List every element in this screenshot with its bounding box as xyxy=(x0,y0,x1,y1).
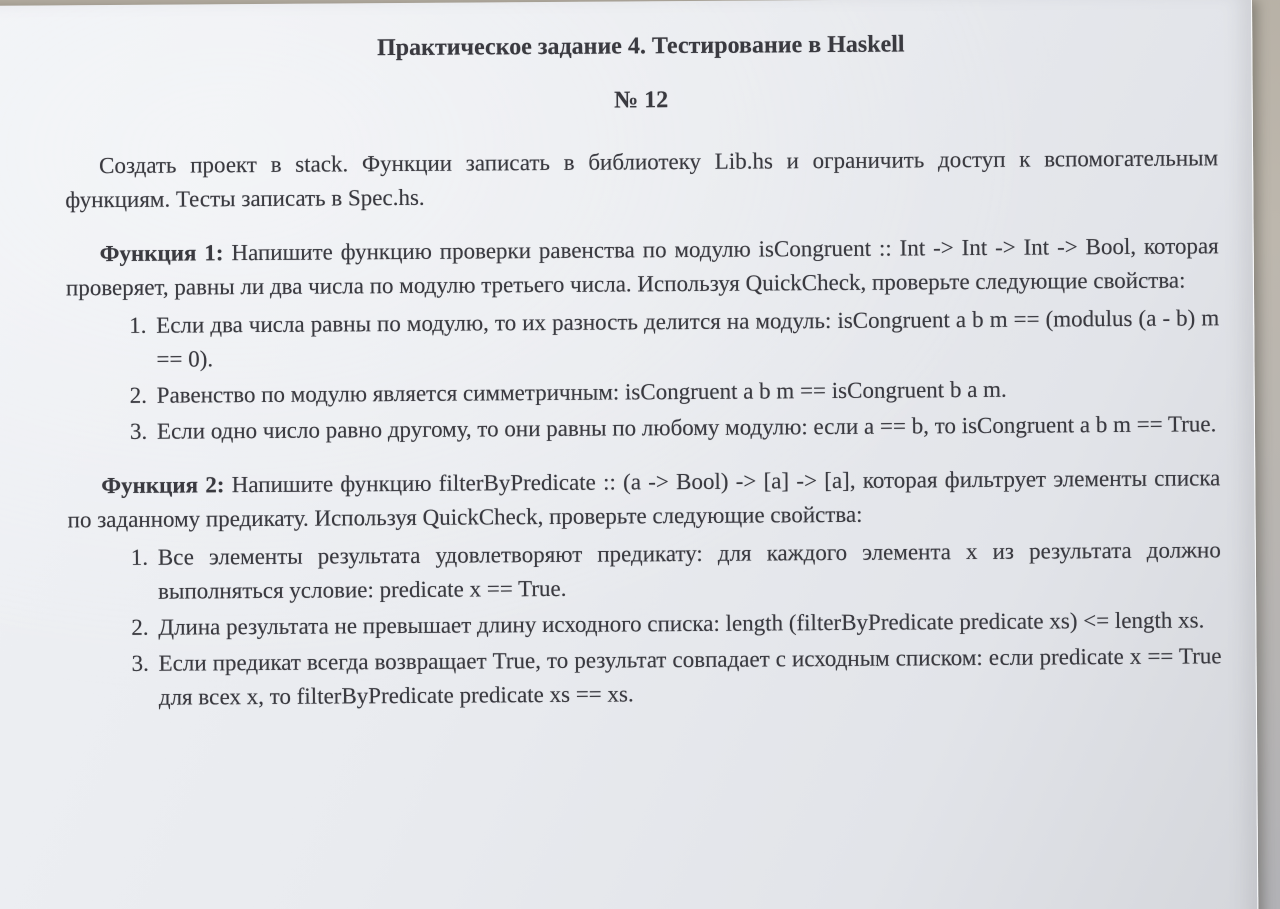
function-2-lead: Функция 2: xyxy=(101,472,225,499)
property-item: 3. Если одно число равно другому, то они равны по любому модулю: если a == b, то isCongruent a b m == True. xyxy=(153,407,1220,448)
property-item: 2. Длина результата не превышает длину исходного списка: length (filterByPredicate predicate xs) <= length xs. xyxy=(154,603,1221,644)
property-item: 1. Если два числа равны по модулю, то их разность делится на модуль: isCongruent a b m == (modulus (a - b) m == 0). xyxy=(152,301,1219,376)
property-item: 1. Все элементы результата удовлетворяют предикату: для каждого элемента x из результата должно выполняться условие: predicate x == True. xyxy=(154,533,1221,608)
intro-paragraph: Создать проект в stack. Функции записать в библиотеку Lib.hs и ограничить доступ к вспомогательным функциям. Тесты записать в Spec.hs. xyxy=(65,145,1219,213)
function-1-paragraph xyxy=(66,229,1219,305)
function-2-properties xyxy=(68,533,1222,715)
function-1-lead: Функция 1: xyxy=(99,240,224,267)
property-item: 3. Если предикат всегда возвращает True, то результат совпадает с исходным списком: если predicate x == True для всех x, то filterByPredicate predicate xs == xs. xyxy=(154,639,1221,714)
function-1-body: Напишите функцию проверки равенства по модулю isCongruent :: Int -> Int -> Int -> Bool, которая проверяет, равны ли два числа по модулю третьего числа. Используя QuickCheck, проверьте следующие свойства: xyxy=(65,233,1219,301)
page-title: Практическое задание 4. Тестирование в Haskell xyxy=(376,31,905,62)
function-1-properties xyxy=(66,301,1220,449)
assignment-number: № 12 xyxy=(614,87,669,114)
function-2-paragraph xyxy=(67,461,1220,537)
property-item: 2. Равенство по модулю является симметричным: isCongruent a b m == isCongruent b a m. xyxy=(153,371,1220,412)
function-2-body: Напишите функцию filterByPredicate :: (a -> Bool) -> [a] -> [a], которая фильтрует элементы списка по заданному предикату. Используя QuickCheck, проверьте следующие свойства: xyxy=(67,465,1221,533)
